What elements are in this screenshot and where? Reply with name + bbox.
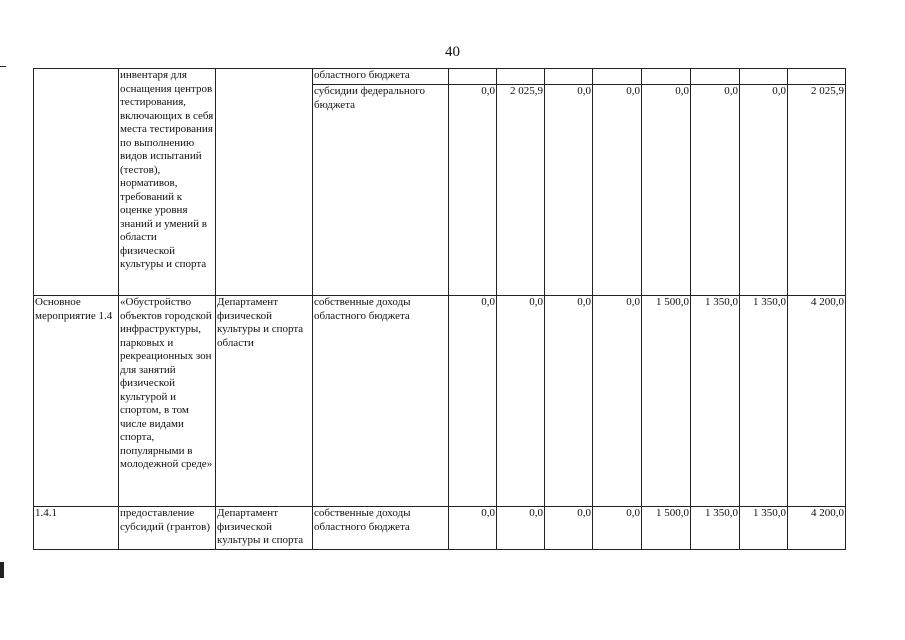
value-cell: 1 350,0 xyxy=(691,296,740,507)
value-cell: 1 350,0 xyxy=(691,507,740,550)
value-cell xyxy=(691,69,740,85)
funding-source-cell: собственные доходы областного бюджета xyxy=(313,296,449,507)
value-cell: 0,0 xyxy=(593,85,642,296)
value-cell xyxy=(593,69,642,85)
funding-source-cell: собственные доходы областного бюджета xyxy=(313,507,449,550)
row-number-cell: 1.4.1 xyxy=(34,507,119,550)
activity-name-cell: предоставление субсидий (грантов) xyxy=(119,507,216,550)
value-cell: 1 350,0 xyxy=(740,507,788,550)
table-row xyxy=(34,69,846,85)
value-cell: 0,0 xyxy=(449,507,497,550)
activity-name-cell: инвентаря для оснащения центров тестирования, включающих в себя места тестирования по выполнению видов испытаний (тестов), нормативов, требований к оценке уровня знаний и умений в области физической культуры и спорта xyxy=(119,69,216,296)
row-number-cell xyxy=(34,69,119,296)
table-row xyxy=(34,507,846,550)
value-cell: 0,0 xyxy=(642,85,691,296)
value-cell: 1 500,0 xyxy=(642,507,691,550)
value-cell: 0,0 xyxy=(545,296,593,507)
executor-cell xyxy=(216,69,313,296)
value-cell: 0,0 xyxy=(593,296,642,507)
page-number: 40 xyxy=(445,44,460,60)
row-number-cell: Основное мероприятие 1.4 xyxy=(34,296,119,507)
value-cell: 0,0 xyxy=(497,507,545,550)
executor-cell: Департамент физической культуры и спорта xyxy=(216,507,313,550)
value-cell xyxy=(497,69,545,85)
activity-name-cell: «Обустройство объектов городской инфраструктуры, парковых и рекреационных зон для занятий физической культурой и спортом, в том числе видами спорта, популярными в молодежной среде» xyxy=(119,296,216,507)
value-cell: 0,0 xyxy=(545,507,593,550)
value-cell: 0,0 xyxy=(449,296,497,507)
total-cell xyxy=(788,69,846,85)
value-cell: 1 350,0 xyxy=(740,296,788,507)
value-cell: 1 500,0 xyxy=(642,296,691,507)
value-cell: 2 025,9 xyxy=(497,85,545,296)
funding-source-cell: субсидии федерального бюджета xyxy=(313,85,449,296)
value-cell: 0,0 xyxy=(593,507,642,550)
total-cell: 4 200,0 xyxy=(788,296,846,507)
scan-mark-bottom xyxy=(0,562,4,578)
budget-table xyxy=(33,68,846,550)
value-cell xyxy=(642,69,691,85)
value-cell: 0,0 xyxy=(449,85,497,296)
table-row xyxy=(34,296,846,507)
value-cell xyxy=(740,69,788,85)
funding-source-cell: областного бюджета xyxy=(313,69,449,85)
executor-cell: Департамент физической культуры и спорта области xyxy=(216,296,313,507)
value-cell: 0,0 xyxy=(740,85,788,296)
value-cell xyxy=(545,69,593,85)
value-cell: 0,0 xyxy=(497,296,545,507)
scan-mark-top xyxy=(0,66,6,67)
total-cell: 2 025,9 xyxy=(788,85,846,296)
value-cell: 0,0 xyxy=(545,85,593,296)
total-cell: 4 200,0 xyxy=(788,507,846,550)
value-cell xyxy=(449,69,497,85)
value-cell: 0,0 xyxy=(691,85,740,296)
